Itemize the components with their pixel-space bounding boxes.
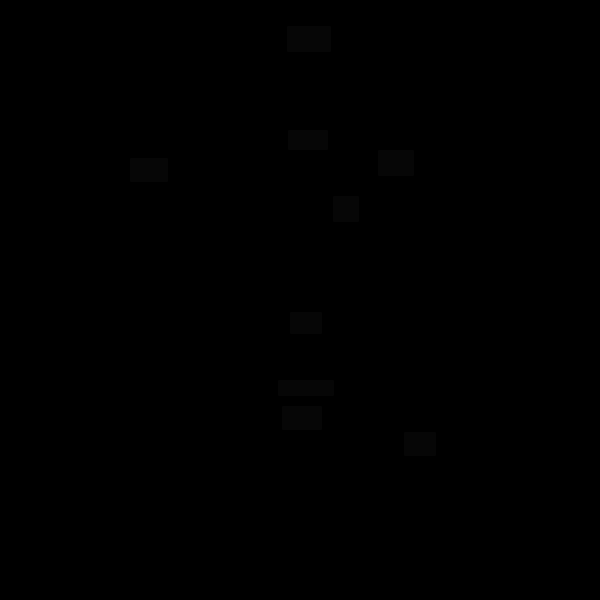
page-title <box>287 26 331 52</box>
right-label <box>378 150 414 176</box>
left-label <box>130 158 168 182</box>
lower-label <box>404 432 436 456</box>
row-caption <box>278 380 334 396</box>
middle-label <box>333 196 359 222</box>
row-value <box>282 406 322 430</box>
subtitle-label <box>288 130 328 150</box>
center-label <box>290 312 322 334</box>
